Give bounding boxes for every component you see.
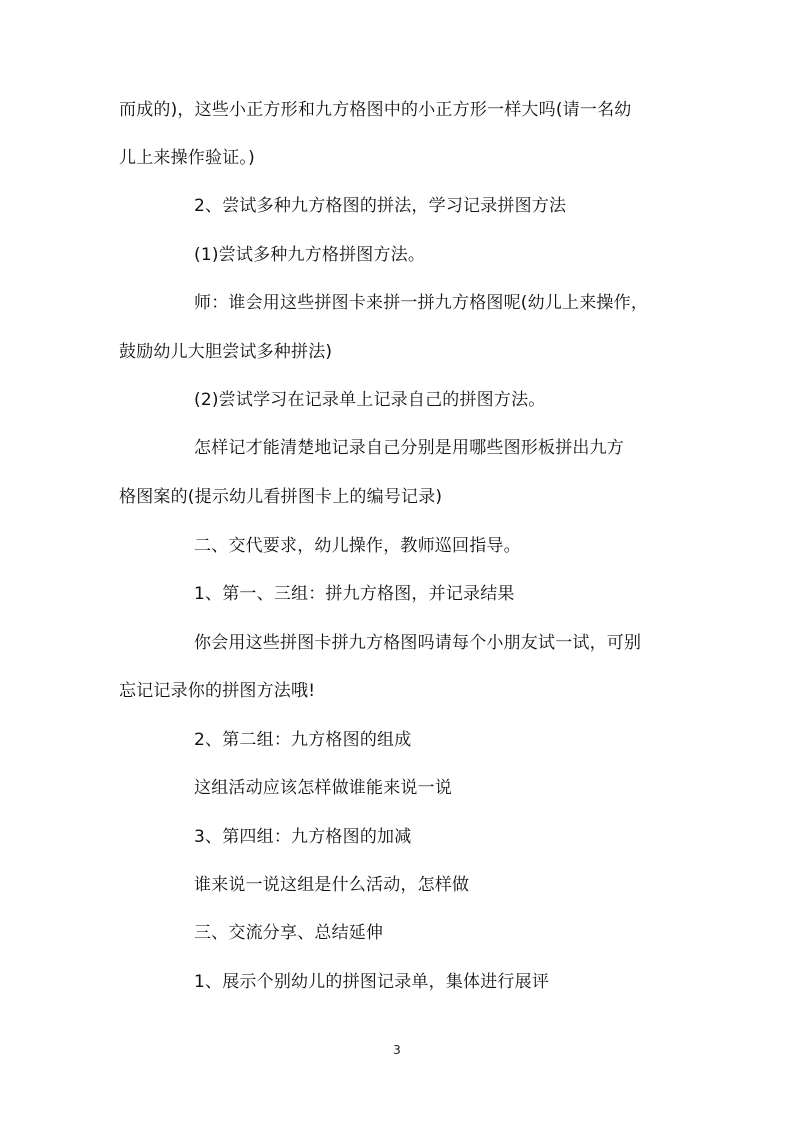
text-line-6: 鼓励幼儿大胆尝试多种拼法): [119, 342, 333, 362]
text-line-15: 这组活动应该怎样做谁能来说一说: [194, 778, 452, 798]
section-heading-two: 二、交代要求，幼儿操作，教师巡回指导。: [194, 536, 521, 556]
text-line-8: 怎样记才能清楚地记录自己分别是用哪些图形板拼出九方: [194, 438, 624, 458]
group-1-3-heading: 1、第一、三组：拼九方格图，并记录结果: [194, 584, 515, 604]
text-line-12: 你会用这些拼图卡拼九方格图吗请每个小朋友试一试，可别: [194, 633, 642, 653]
text-line-2: 儿上来操作验证。): [119, 148, 255, 168]
section-heading-2: 2、尝试多种九方格图的拼法，学习记录拼图方法: [194, 196, 567, 216]
subheading-2: (2)尝试学习在记录单上记录自己的拼图方法。: [194, 390, 546, 410]
text-line-17: 谁来说一说这组是什么活动，怎样做: [194, 875, 470, 895]
page-number: 3: [393, 1043, 401, 1057]
group-2-heading: 2、第二组：九方格图的组成: [194, 730, 412, 750]
text-line-13: 忘记记录你的拼图方法哦!: [119, 681, 316, 701]
section-heading-three: 三、交流分享、总结延伸: [194, 923, 384, 943]
subheading-1: (1)尝试多种九方格拼图方法。: [194, 245, 426, 265]
text-line-9: 格图案的(提示幼儿看拼图卡上的编号记录): [119, 487, 443, 507]
group-4-heading: 3、第四组：九方格图的加减: [194, 827, 412, 847]
teacher-line: 师：谁会用这些拼图卡来拼一拼九方格图呢(幼儿上来操作，: [194, 293, 649, 313]
text-line-1: 而成的)，这些小正方形和九方格图中的小正方形一样大吗(请一名幼: [119, 100, 632, 120]
text-line-19: 1、展示个别幼儿的拼图记录单，集体进行展评: [194, 972, 550, 992]
